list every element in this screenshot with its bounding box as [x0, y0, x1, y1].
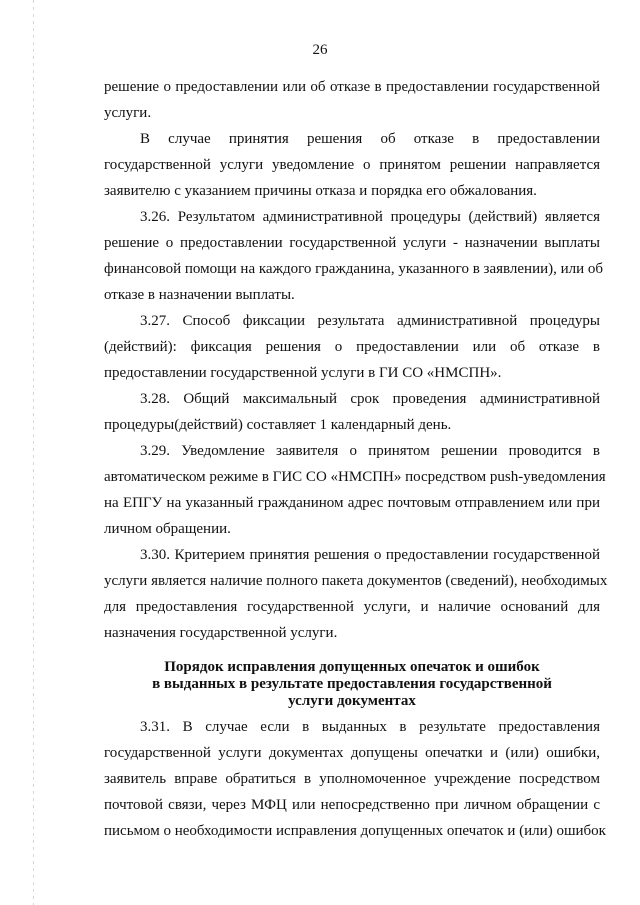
text-line: 3.31. В случае если в выданных в результате предоставления	[140, 719, 600, 735]
text-line: 3.28. Общий максимальный срок проведения административной	[140, 391, 600, 407]
text-line: письмом о необходимости исправления допущенных опечаток и (или) ошибок	[104, 823, 606, 839]
section-heading-line: в выданных в результате предоставления государственной	[152, 676, 552, 692]
text-line: услуги.	[104, 105, 152, 121]
text-line: на ЕПГУ на указанный гражданином адрес почтовым отправлением или при	[104, 495, 600, 511]
text-line: государственной услуги уведомление о принятом решении направляется	[104, 157, 600, 173]
text-line: почтовой связи, через МФЦ или непосредственно при личном обращении с	[104, 797, 600, 813]
text-line: 3.30. Критерием принятия решения о предоставлении государственной	[140, 547, 600, 563]
text-line: решение о предоставлении или об отказе в предоставлении государственной	[104, 79, 600, 95]
text-line: государственной услуги документах допущены опечатки и (или) ошибки,	[104, 745, 600, 761]
text-line: 3.29. Уведомление заявителя о принятом решении проводится в	[140, 443, 600, 459]
text-line: заявитель вправе обратиться в уполномоченное учреждение посредством	[104, 771, 600, 787]
text-line: услуги является наличие полного пакета документов (сведений), необходимых	[104, 573, 608, 589]
page-number: 26	[312, 42, 328, 58]
text-line: 3.27. Способ фиксации результата административной процедуры	[140, 313, 600, 329]
text-line: отказе в назначении выплаты.	[104, 287, 295, 303]
text-line: решение о предоставлении государственной услуги - назначении выплаты	[104, 235, 600, 251]
text-line: предоставлении государственной услуги в ГИ СО «НМСПН».	[104, 365, 502, 381]
scan-edge-line	[33, 0, 34, 905]
text-line: финансовой помощи на каждого гражданина, указанного в заявлении), или об	[104, 261, 604, 277]
text-line: процедуры(действий) составляет 1 календарный день.	[104, 417, 452, 433]
text-line: назначения государственной услуги.	[104, 625, 338, 641]
section-heading-line: Порядок исправления допущенных опечаток и ошибок	[164, 659, 540, 675]
section-heading-line: услуги документах	[288, 693, 416, 709]
text-line: автоматическом режиме в ГИС СО «НМСПН» посредством push-уведомления	[104, 469, 606, 485]
text-line: 3.26. Результатом административной процедуры (действий) является	[140, 209, 600, 225]
text-line: личном обращении.	[104, 521, 231, 537]
text-line: (действий): фиксация решения о предоставлении или об отказе в	[104, 339, 600, 355]
text-line: для предоставления государственной услуги, и наличие оснований для	[104, 599, 600, 615]
text-line: В случае принятия решения об отказе в предоставлении	[140, 131, 600, 147]
text-line: заявителю с указанием причины отказа и порядка его обжалования.	[104, 183, 537, 199]
